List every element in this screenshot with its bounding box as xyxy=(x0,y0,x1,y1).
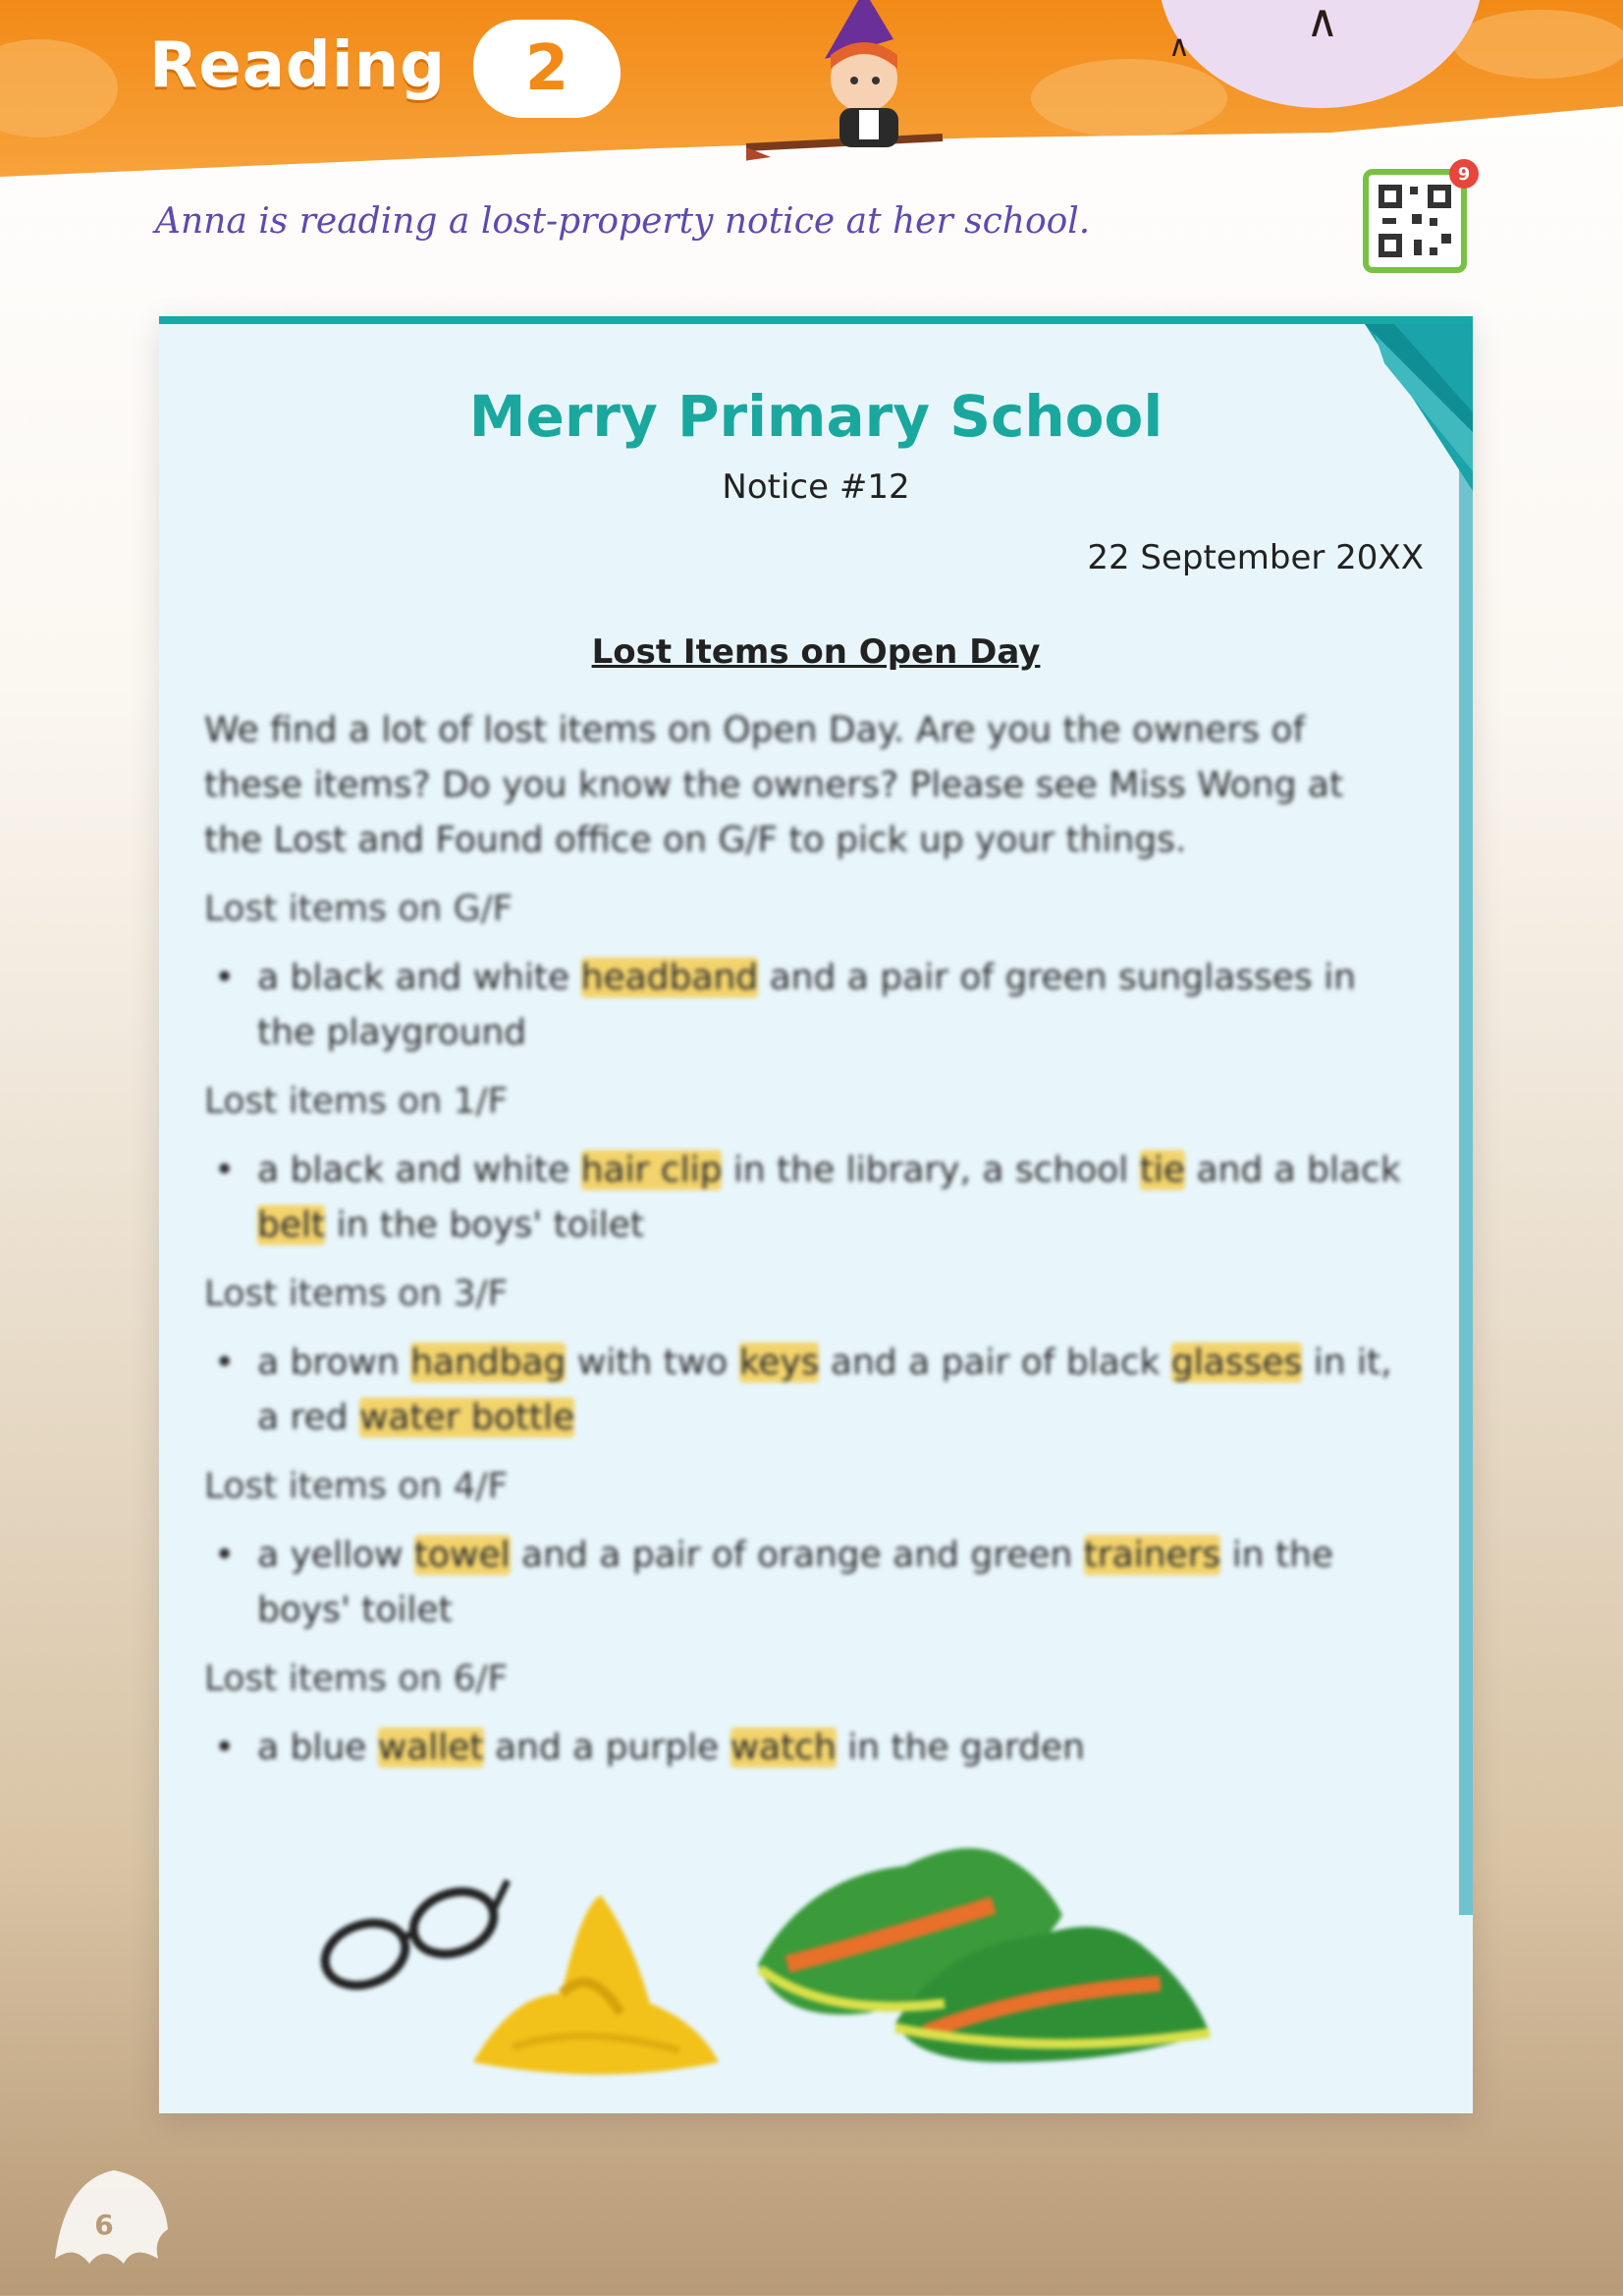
floor-label: Lost items on G/F xyxy=(204,889,514,929)
towel-icon xyxy=(454,1876,729,2082)
floor-label: Lost items on 4/F xyxy=(204,1466,509,1506)
list-item xyxy=(257,951,1408,1061)
highlighted-word: tie xyxy=(1139,1150,1186,1190)
item-text: and a pair of black xyxy=(819,1342,1171,1383)
trainers-icon xyxy=(748,1817,1219,2072)
highlighted-word: belt xyxy=(257,1205,326,1245)
highlighted-word: hair clip xyxy=(580,1150,723,1190)
item-text: in the boys' toilet xyxy=(257,1535,1334,1630)
qr-badge: 9 xyxy=(1449,159,1479,189)
item-text: with two xyxy=(566,1342,739,1383)
item-text: a black and white xyxy=(257,1150,581,1190)
notice-edge xyxy=(1459,324,1473,1915)
item-text: a black and white xyxy=(257,957,581,998)
bat-icon: ∧ xyxy=(1306,0,1339,47)
bat-icon: ∧ xyxy=(1168,29,1190,64)
qr-code-icon[interactable] xyxy=(1363,169,1467,273)
item-text: in the garden xyxy=(836,1727,1085,1768)
item-text: and a black xyxy=(1185,1150,1401,1190)
highlighted-word: headband xyxy=(580,957,759,998)
intro-text: Anna is reading a lost-property notice at her school. xyxy=(155,201,1091,242)
highlighted-word: wallet xyxy=(377,1727,484,1768)
witch-icon xyxy=(746,0,982,177)
item-text: and a purple xyxy=(483,1727,730,1768)
notice-body xyxy=(204,703,1408,1789)
notice-intro: We find a lot of lost items on Open Day. Are you the owners of these items? Do you know the owners? Please see Miss Wong at the Lost and Found office on G/F to pick up your things. xyxy=(204,710,1344,860)
floor-label: Lost items on 1/F xyxy=(204,1081,509,1121)
lost-item-list xyxy=(204,1143,1408,1253)
item-text: a blue xyxy=(257,1727,378,1768)
page-number: 6 xyxy=(94,2209,114,2241)
section-title: Reading xyxy=(149,29,446,102)
highlighted-word: handbag xyxy=(410,1342,567,1383)
floor-label: Lost items on 3/F xyxy=(204,1274,509,1314)
lost-items-sections xyxy=(204,882,1408,1776)
notice-card xyxy=(159,316,1473,2113)
list-item xyxy=(257,1528,1408,1638)
notice-number: Notice #12 xyxy=(722,467,910,507)
section-number-badge: 2 xyxy=(473,20,621,118)
notice-heading: Lost Items on Open Day xyxy=(591,632,1041,672)
floor-label: Lost items on 6/F xyxy=(204,1659,509,1699)
highlighted-word: towel xyxy=(413,1535,511,1575)
item-text: in the boys' toilet xyxy=(325,1205,645,1245)
list-item xyxy=(257,1336,1408,1446)
item-text: in the library, a school xyxy=(722,1150,1140,1190)
highlighted-word: trainers xyxy=(1083,1535,1221,1575)
school-name: Merry Primary School xyxy=(468,383,1163,450)
lost-item-list xyxy=(204,951,1408,1061)
list-item xyxy=(257,1721,1408,1776)
list-item xyxy=(257,1143,1408,1253)
highlighted-word: watch xyxy=(730,1727,837,1768)
lost-item-list xyxy=(204,1336,1408,1446)
highlighted-word: keys xyxy=(738,1342,820,1383)
highlighted-word: water bottle xyxy=(358,1397,575,1438)
item-text: a yellow xyxy=(257,1535,414,1575)
ghost-icon xyxy=(45,2160,173,2269)
item-text: and a pair of green sunglasses in the playground xyxy=(257,957,1356,1053)
lost-item-list xyxy=(204,1721,1408,1776)
item-text: and a pair of orange and green xyxy=(510,1535,1084,1575)
item-text: in it, a red xyxy=(257,1342,1392,1438)
lost-item-list xyxy=(204,1528,1408,1638)
notice-date: 22 September 20XX xyxy=(1087,538,1424,577)
item-text: a brown xyxy=(257,1342,411,1383)
highlighted-word: glasses xyxy=(1170,1342,1303,1383)
